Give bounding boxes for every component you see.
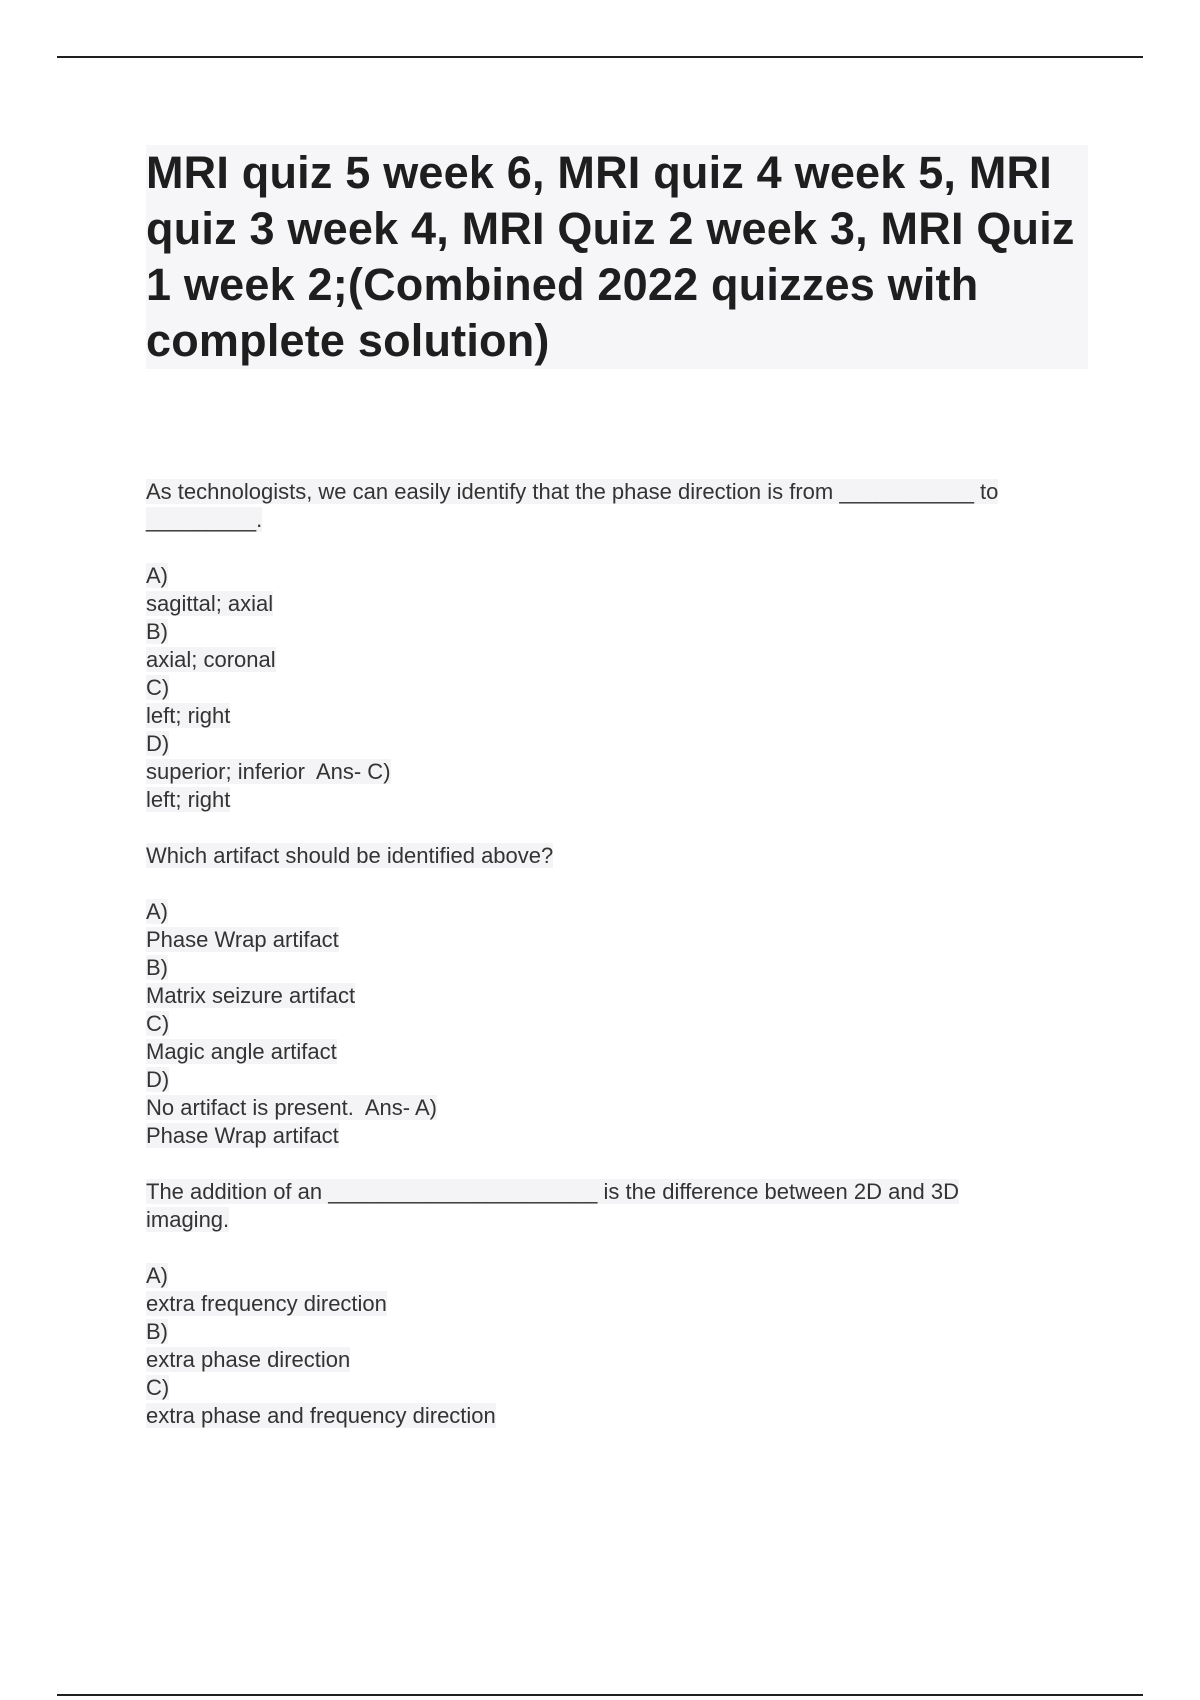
option-label: C) bbox=[146, 1011, 170, 1036]
header-rule bbox=[57, 56, 1143, 58]
option-text: Phase Wrap artifact bbox=[146, 927, 339, 952]
option-text: left; right bbox=[146, 703, 231, 728]
option-text: extra phase and frequency direction bbox=[146, 1403, 496, 1428]
option-text: Magic angle artifact bbox=[146, 1039, 337, 1064]
question-3 bbox=[146, 1178, 1096, 1430]
question-3-text-line1: The addition of an ______________________ is the difference between 2D and 3D bbox=[146, 1179, 960, 1204]
questions-body bbox=[146, 478, 1096, 1430]
footer-rule bbox=[57, 1694, 1143, 1696]
question-3-text-line2: imaging. bbox=[146, 1207, 230, 1232]
option-label: D) bbox=[146, 731, 170, 756]
question-2-text: Which artifact should be identified above? bbox=[146, 843, 554, 868]
question-1-text-line1: As technologists, we can easily identify that the phase direction is from ___________ to bbox=[146, 479, 999, 504]
answer-text: left; right bbox=[146, 787, 231, 812]
option-label: D) bbox=[146, 1067, 170, 1092]
answer-text: Phase Wrap artifact bbox=[146, 1123, 339, 1148]
option-text: Matrix seizure artifact bbox=[146, 983, 356, 1008]
question-1-text-line2: _________. bbox=[146, 507, 263, 532]
option-text: extra phase direction bbox=[146, 1347, 351, 1372]
option-text-with-answer: No artifact is present. Ans- A) bbox=[146, 1095, 438, 1120]
option-text: sagittal; axial bbox=[146, 591, 274, 616]
option-text-with-answer: superior; inferior Ans- C) bbox=[146, 759, 391, 784]
option-label: B) bbox=[146, 955, 168, 980]
question-1 bbox=[146, 478, 1096, 814]
option-text: extra frequency direction bbox=[146, 1291, 387, 1316]
option-label: A) bbox=[146, 1263, 168, 1288]
option-label: B) bbox=[146, 1319, 168, 1344]
option-label: C) bbox=[146, 1375, 170, 1400]
option-label: C) bbox=[146, 675, 170, 700]
option-label: B) bbox=[146, 619, 168, 644]
option-label: A) bbox=[146, 899, 168, 924]
option-text: axial; coronal bbox=[146, 647, 276, 672]
option-label: A) bbox=[146, 563, 168, 588]
question-2 bbox=[146, 842, 1096, 1150]
document-title: MRI quiz 5 week 6, MRI quiz 4 week 5, MRI quiz 3 week 4, MRI Quiz 2 week 3, MRI Quiz 1 week 2;(Combined 2022 quizzes with complete solution) bbox=[146, 147, 1075, 366]
title-block bbox=[146, 145, 1088, 369]
